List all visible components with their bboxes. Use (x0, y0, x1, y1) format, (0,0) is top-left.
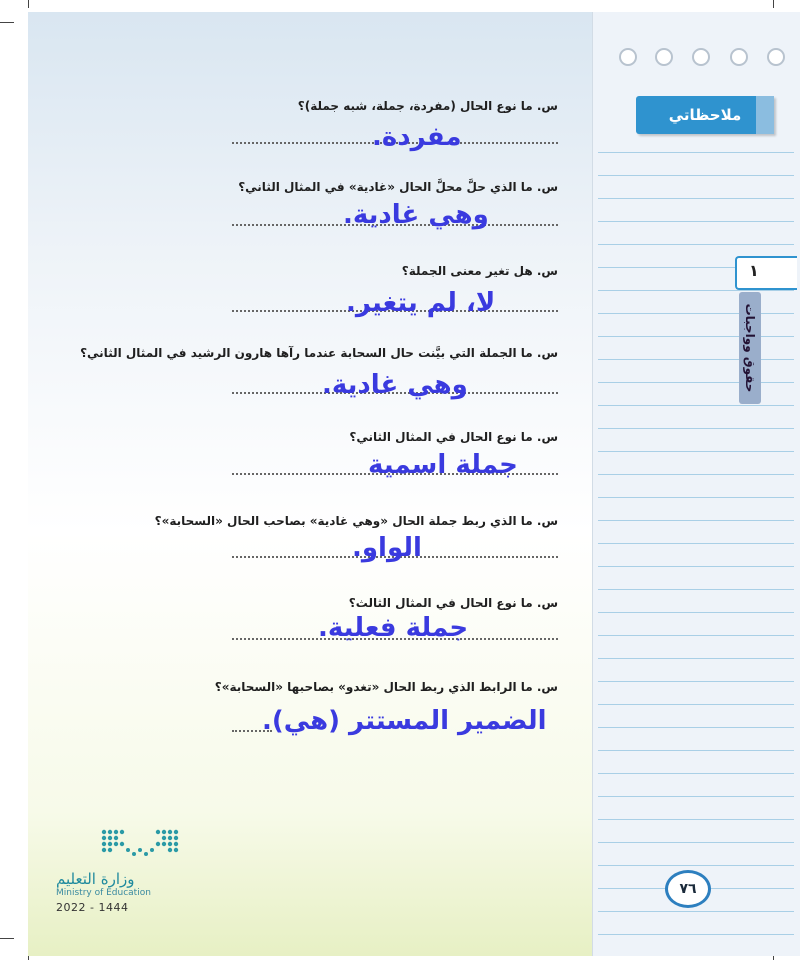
page-number-badge (665, 870, 711, 908)
notes-line (598, 681, 794, 682)
ministry-name-arabic: وزارة التعليم (56, 870, 135, 888)
answer-2: وهي غادية. (343, 200, 489, 230)
notes-line (598, 773, 794, 774)
question-1: س. ما نوع الحال (مفردة، جملة، شبه جملة)؟ (297, 99, 558, 113)
crop-mark (28, 0, 29, 8)
notes-line (598, 497, 794, 498)
notes-line (598, 359, 794, 360)
notes-line (598, 336, 794, 337)
notes-line (598, 221, 794, 222)
notes-line (598, 428, 794, 429)
unit-number-badge (735, 256, 797, 290)
ministry-logo-block (56, 826, 206, 922)
notes-line (598, 405, 794, 406)
binder-hole (692, 48, 710, 66)
notes-line (598, 865, 794, 866)
page-number: ٧٦ (679, 881, 697, 897)
notes-line (598, 474, 794, 475)
ministry-logo-icon (100, 828, 192, 858)
notes-line (598, 152, 794, 153)
notes-line (598, 244, 794, 245)
notes-line (598, 566, 794, 567)
notes-line (598, 635, 794, 636)
binder-hole (767, 48, 785, 66)
answer-4: وهي غادية. (322, 370, 468, 400)
ministry-name-english: Ministry of Education (56, 888, 151, 898)
notes-line (598, 819, 794, 820)
notes-header-tab (636, 96, 774, 134)
binder-hole (730, 48, 748, 66)
crop-mark (0, 938, 14, 939)
answer-8: الضمير المستتر (هي). (262, 706, 547, 736)
question-3: س. هل تغير معنى الجملة؟ (401, 264, 558, 278)
notes-line (598, 658, 794, 659)
notes-line (598, 543, 794, 544)
notes-line (598, 612, 794, 613)
binder-hole (619, 48, 637, 66)
answer-6: الواو. (352, 533, 422, 563)
notes-line (598, 704, 794, 705)
notes-line (598, 520, 794, 521)
notes-line (598, 727, 794, 728)
question-7: س. ما نوع الحال في المثال الثالث؟ (348, 596, 558, 610)
notes-line (598, 796, 794, 797)
notes-sidebar (592, 12, 800, 956)
crop-mark (0, 22, 14, 23)
unit-number: ١ (749, 261, 759, 280)
answer-3: لا، لم يتغير. (346, 288, 496, 318)
crop-mark (773, 0, 774, 8)
notes-line (598, 911, 794, 912)
notes-line (598, 382, 794, 383)
notes-line (598, 290, 794, 291)
notes-line (598, 198, 794, 199)
unit-title-tab (739, 292, 761, 404)
binder-hole (655, 48, 673, 66)
edition-year: 2022 - 1444 (56, 901, 129, 914)
notes-line (598, 842, 794, 843)
notes-line (598, 589, 794, 590)
question-2: س. ما الذي حلَّ محلَّ الحال «غادية» في المثال الثاني؟ (238, 180, 558, 194)
question-4: س. ما الجملة التي بيَّنت حال السحابة عندما رآها هارون الرشيد في المثال الثاني؟ (80, 346, 558, 360)
question-8: س. ما الرابط الذي ربط الحال «تغدو» بصاحبها «السحابة»؟ (214, 680, 558, 694)
unit-title: حقوق وواجبات (743, 303, 757, 393)
answer-1: مفردة. (372, 122, 462, 152)
notes-line (598, 175, 794, 176)
question-5: س. ما نوع الحال في المثال الثاني؟ (349, 430, 558, 444)
notes-line (598, 451, 794, 452)
answer-5: جملة اسمية (368, 450, 518, 480)
notes-line (598, 313, 794, 314)
notes-line (598, 750, 794, 751)
notes-line (598, 934, 794, 935)
notes-title: ملاحظاتي (668, 106, 742, 124)
answer-7: جملة فعلية. (318, 613, 469, 643)
question-6: س. ما الذي ربط جملة الحال «وهي غادية» بصاحب الحال «السحابة»؟ (154, 514, 558, 528)
worksheet-panel (28, 12, 592, 956)
